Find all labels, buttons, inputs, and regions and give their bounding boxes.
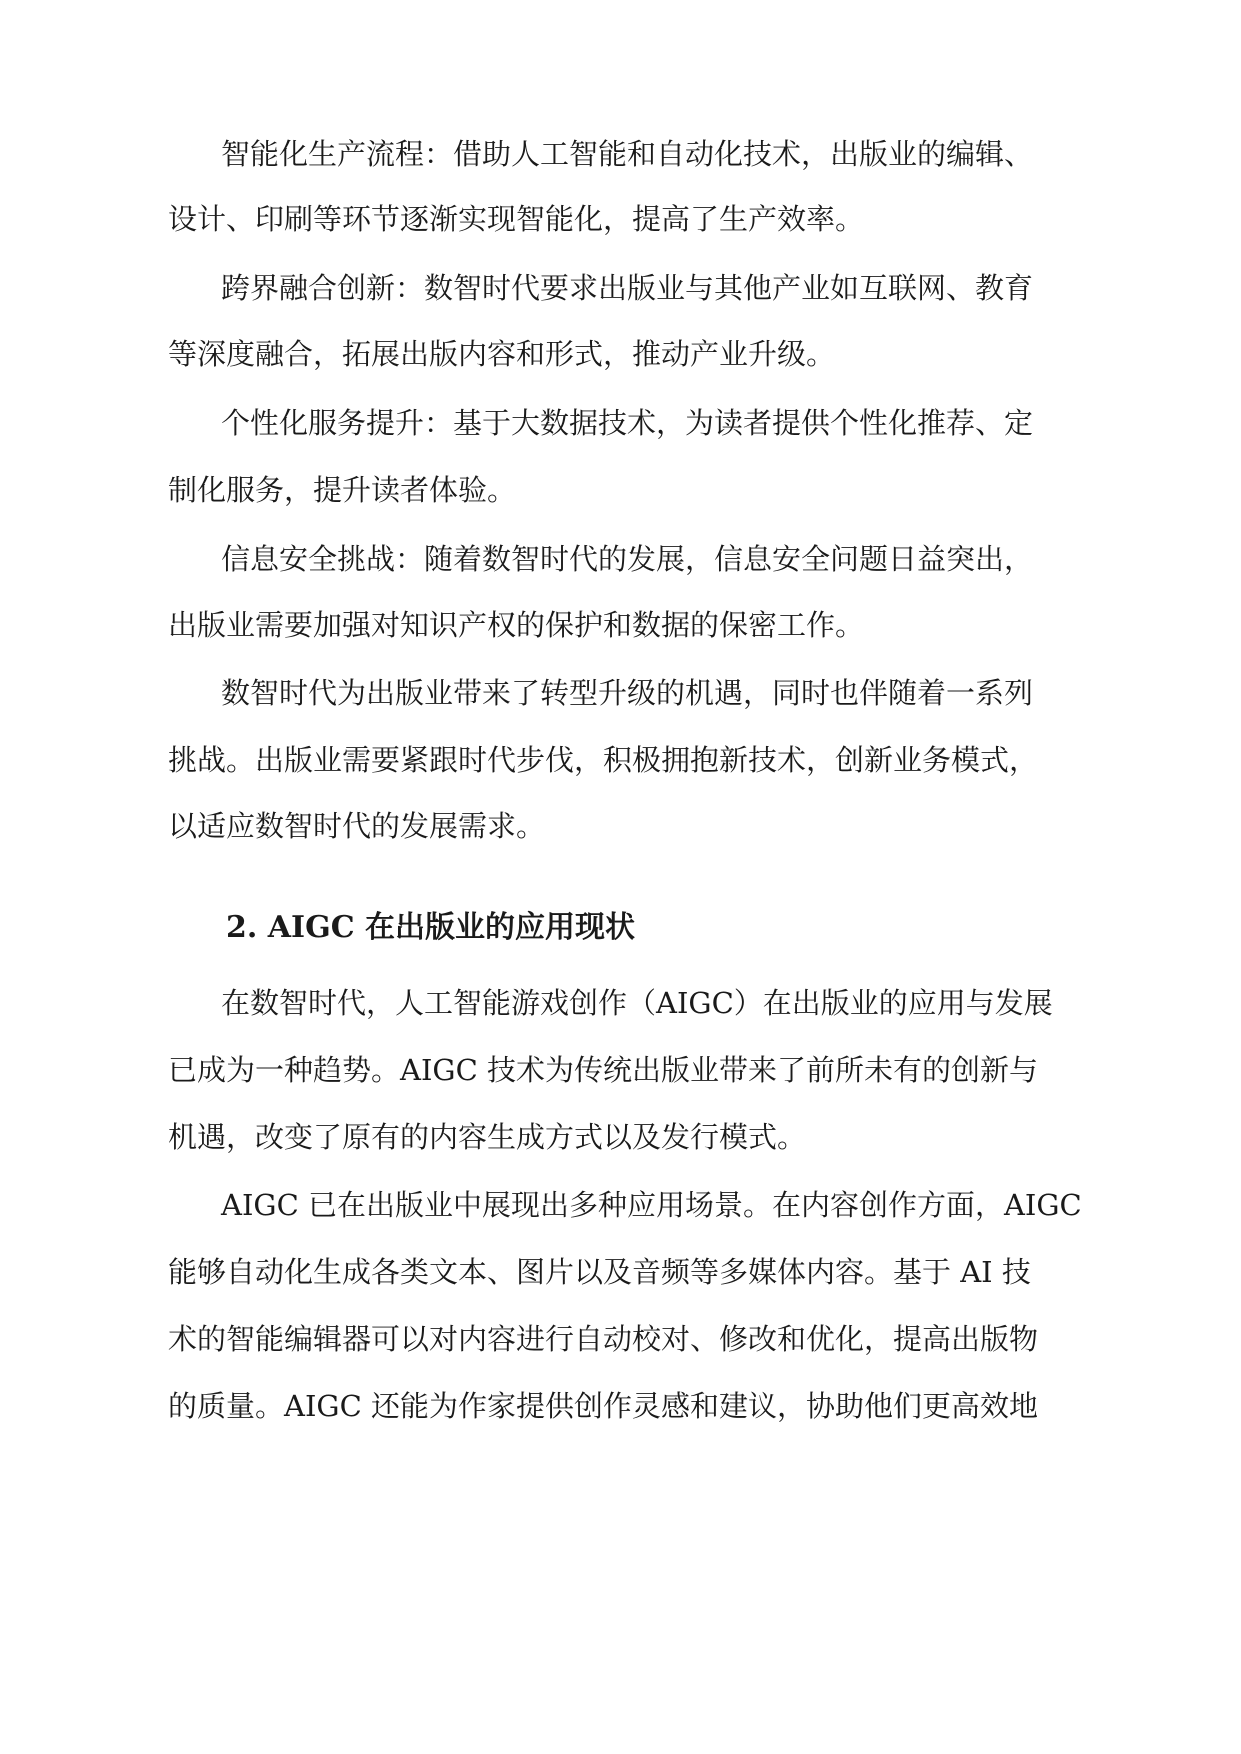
paragraph-line: 设计、印刷等环节逐渐实现智能化，提高了生产效率。 <box>168 202 865 236</box>
paragraph-line: 智能化生产流程：借助人工智能和自动化技术，出版业的编辑、 <box>221 137 1034 171</box>
paragraph-line: 的质量。AIGC 还能为作家提供创作灵感和建议，协助他们更高效地 <box>168 1389 1038 1423</box>
paragraph-line: 术的智能编辑器可以对内容进行自动校对、修改和优化，提高出版物 <box>168 1322 1039 1356</box>
paragraph-line: 以适应数智时代的发展需求。 <box>168 809 546 843</box>
paragraph-line: 机遇，改变了原有的内容生成方式以及发行模式。 <box>168 1120 807 1154</box>
paragraph-line: 在数智时代，人工智能游戏创作（AIGC）在出版业的应用与发展 <box>221 986 1053 1020</box>
paragraph-line: 挑战。出版业需要紧跟时代步伐，积极拥抱新技术，创新业务模式， <box>168 743 1039 777</box>
paragraph-line: 出版业需要加强对知识产权的保护和数据的保密工作。 <box>168 608 865 642</box>
paragraph-line: 数智时代为出版业带来了转型升级的机遇，同时也伴随着一系列 <box>221 676 1034 710</box>
paragraph-line: 个性化服务提升：基于大数据技术，为读者提供个性化推荐、定 <box>221 406 1034 440</box>
section-heading: 2. AIGC 在出版业的应用现状 <box>226 910 636 945</box>
paragraph-line: 等深度融合，拓展出版内容和形式，推动产业升级。 <box>168 337 836 371</box>
paragraph-line: 跨界融合创新：数智时代要求出版业与其他产业如互联网、教育 <box>221 271 1034 305</box>
paragraph-line: AIGC 已在出版业中展现出多种应用场景。在内容创作方面，AIGC <box>221 1188 1082 1222</box>
paragraph-line: 已成为一种趋势。AIGC 技术为传统出版业带来了前所未有的创新与 <box>168 1053 1038 1087</box>
paragraph-line: 信息安全挑战：随着数智时代的发展，信息安全问题日益突出， <box>221 542 1034 576</box>
paragraph-line: 能够自动化生成各类文本、图片以及音频等多媒体内容。基于 AI 技 <box>168 1255 1031 1289</box>
paragraph-line: 制化服务，提升读者体验。 <box>168 473 517 507</box>
